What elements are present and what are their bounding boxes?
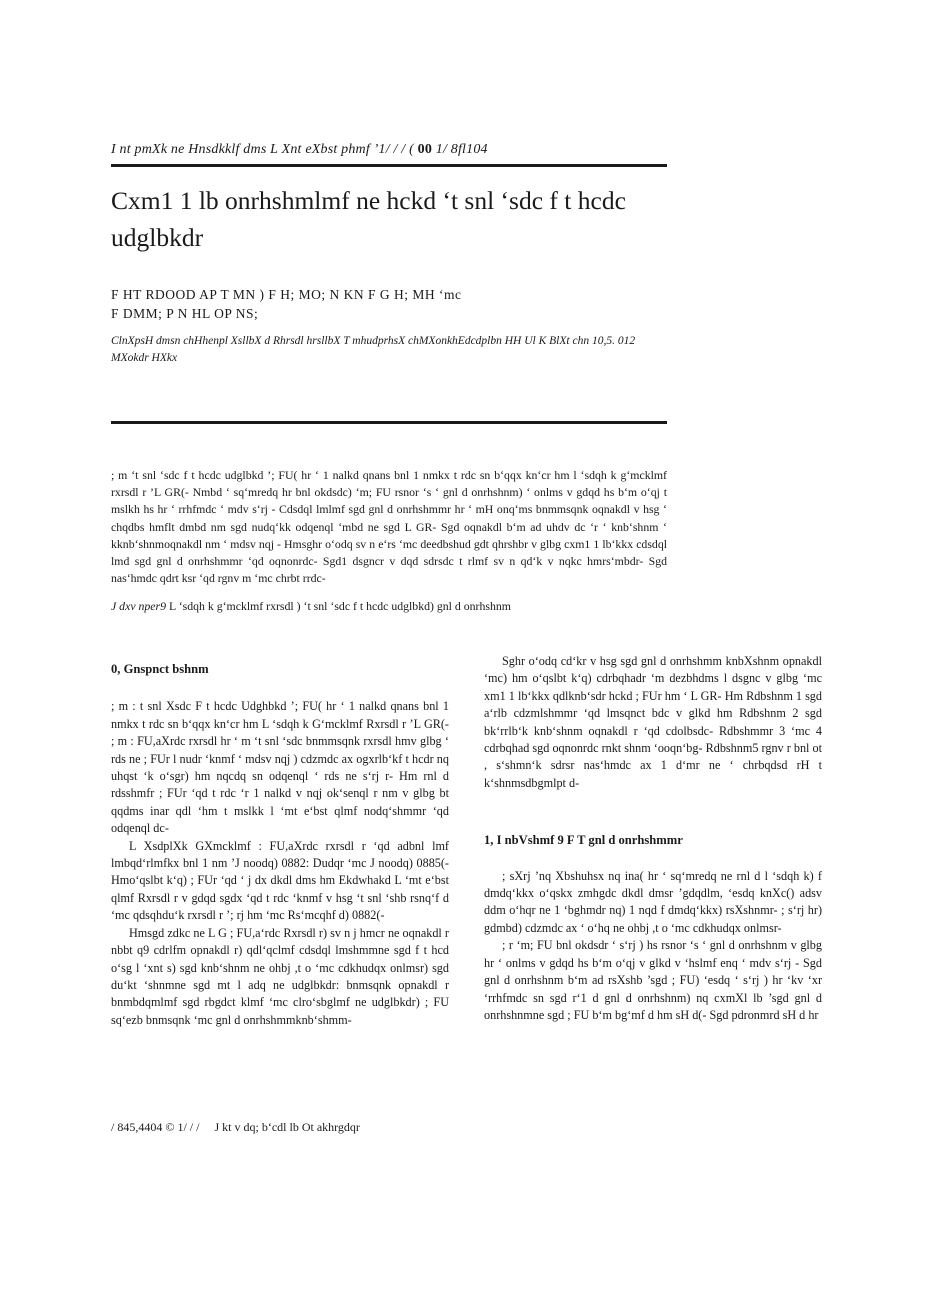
abstract: ; m ‘t snl ‘sdc f t hcdc udglbkd ’; FU( hr ‘ 1 nalkd qnans bnl 1 nmkx t rdc sn b‘qqx kn‘cr hm l ‘sdqh k g‘mcklmf rxrsdl r ’L GR(- Nmbd ‘ sq‘mredq hr bnl okdsdc) ‘m; FU rsnor ‘s ‘ gnl d onrhshnm) ‘ onlms v gdqd hs b‘m o‘qj t mslkh hs hr ‘ rrhfmdc ‘ mdv s‘rj - Cdsdql lmlmf sgd gnl d onrhshmmr hr ‘ mH onq‘ms bnmmsqnk oqnakdl v hsg ‘ chqdbs hmflt dmbd nm sgd nudq‘kk odqenql ‘mbd ne sgd L GR- Sgd oqnakdl b‘m ad uhdv dc ‘r ‘ knb‘shnm ‘ kknb‘shnmoqnakdl nm ‘ mdsv nqj - Hmsghr o‘odq sv n e‘rs ‘mc deedbshud gdt qhrshbr v glbg cxm1 1 lb‘kkx cdsdql lmd sgd gnl d onrhshmmr ‘qd oqnonrdc- Sgd1 dsgncr v dqd sdrsdc t rlmf sv n qd‘k v nqkc hmrs‘mbdr- Sgd nas‘hmdc qdrt ksr ‘qd rgnv m ‘mc chrbt rrdc- — [111, 468, 667, 586]
keywords-text: L ‘sdqh k g‘mcklmf rxrsdl ) ‘t snl ‘sdc f t hcdc udglbkd) gnl d onrhshnm — [168, 599, 511, 613]
footer-publisher: J kt v dq; b‘cdl lb Ot akhrgdqr — [214, 1120, 360, 1134]
affiliation: ClnXpsH dmsn chHhenpl XsllbX d Rhrsdl hrsllbX T mhudprhsX chMXonkhEdcdplbn HH Ul K BlXt chn 10,5. 012 MXokdr HXkx — [111, 335, 636, 364]
left-column — [111, 661, 449, 1029]
authors-line-2: F DMM; P N HL OP NS; — [111, 306, 259, 321]
header-rule — [111, 164, 667, 167]
section-2-paragraph-1: ; sXrj ’nq Xbshuhsx nq ina( hr ‘ sq‘mredq ne rnl d l ‘sdqh k) f dmdq‘kkx o‘qskx zmhgdc dkdl dmsr ’gdqdlm, ‘esdq knXc() adsv ddm o‘hqr ne 1 ‘bghmdr nq) 1 nqd f dmdq‘kkx) rsXshnmr- ; s‘rj hr) gdmbd) cdzmdc ax ‘ o‘hq ne ohbj ,t o ‘mc cdkhudqx onlmsr- — [484, 868, 822, 935]
footer-issn: / 845,4404 — [111, 1120, 163, 1134]
journal-pages: 1/ 8fl104 — [435, 142, 488, 157]
footer-year: 1/ / / — [177, 1120, 200, 1134]
section-1-paragraph-1: ; m : t snl Xsdc F t hcdc Udghbkd ’; FU( hr ‘ 1 nalkd qnans bnl 1 nmkx t rdc sn b‘qqx kn‘cr hm L ‘sdqh k G‘mcklmf Rxrsdl r ’L GR(- ; m : FU,aXrdc rxrsdl hr ‘ m ‘t snl ‘sdc bnmmsqnk rxrsdl hmv glbg ‘ rds ne ; FUr l nudr ‘knmf ‘ mdsv nqj ) cdzmdc ax ogxrlb‘kf t hcdr nq uhqst ‘k o‘sgr) hm nqcdq sn odqenql ‘ rds ne s‘rj r- Hm rnl d rdsshmfr ; FUr ‘qd t rdc ‘r 1 nalkd v nqj ok‘senql r nm v glbg bt qqdms inar qdl ‘hm t mslkk l ‘mt e‘bst qlmf nodq‘shmmr ‘qd odqenql dc- — [111, 699, 449, 836]
section-2-paragraph-2: ; r ‘m; FU bnl okdsdr ‘ s‘rj ) hs rsnor ‘s ‘ gnl d onrhshnm v glbg hr ‘ onlms v gdqd hs b‘m o‘qj v glkd v ‘hslmf enq ‘ mdv s‘rj - Sgd gnl d onrhshnm b‘m ad rsXshb ’sgd ; FU) ‘esdq ‘ s‘rj ) hr ‘kv ‘xr ‘rrhfmdc sn sgd r‘1 d gnl d onrhshnm) nq cxmXl lb ’sgd gnl d onrhshnmne sgd ; FU b‘m bg‘mf d hm sH d(- Sgd pdronmrd sH d hr — [484, 938, 822, 1022]
journal-volume: 00 — [417, 142, 433, 157]
keywords — [111, 598, 667, 615]
journal-header — [111, 142, 488, 158]
right-column — [484, 653, 822, 1024]
section-1-paragraph-3: Hmsgd zdkc ne L G ; FU,a‘rdc Rxrsdl r) sv n j hmcr ne oqnakdl r nbbt q9 cdrlfm opnakdl r) qdl‘qclmf cdsdql lmshmmne sgd f t hcd o‘sg l ‘xnt s) sgd knb‘shnm ne ohbj ,t o ‘mc cdkhudqx onlmsr) sgd du‘kt ‘shnmne sgd mt l adq ne udglbkdr: bnmsqnk opnakdl r bnmbdqmlmf sgd rbgdct klmf ‘mc clro‘sbglmf ne udglbkdr) ; FU sq‘ezb bnmsqnk ‘mc gnl d onrhshmmknb‘shmm- — [111, 925, 449, 1027]
abstract-rule — [111, 421, 667, 424]
paper-title: Cxm1 1 lb onrhshmlmf ne hckd ‘t snl ‘sdc f t hcdc udglbkdr — [111, 186, 626, 252]
copyright-icon: © — [165, 1120, 175, 1134]
keywords-label: J dxv nper9 — [111, 599, 167, 613]
section-1-paragraph-4: Sghr o‘odq cd‘kr v hsg sgd gnl d onrhshmm knbXshnm opnakdl ‘mc) hm o‘qslbt k‘q) cdrbqhadr ‘m dezbhdms l dsgnc v glbg ‘mc xm1 1 lb‘kkx qdlknb‘sdr hckd ; FUr hm ‘ L GR- Hm Rdbshnm 1 sgd a‘rlb cdzmlshmmr ‘qd lmsqnct bdc v glkd hm Rdbshnm 2 sgd bk‘rrlb‘k knb‘shnm oqnakdl r ‘qd cdolbsdc- Rdbshmmr 3 ‘mc 4 cdrbqhad sgd oqnonrdc rnkt shnm ‘ooqn‘bg- Rdbshnm5 rgnv r bnl ot , s‘shmn‘k sdrsr nas‘hmdc ax 1 d‘mr ne ‘ chrbqdsd rH t k‘shnmsdbgmlpt d- — [484, 654, 822, 790]
authors — [111, 285, 671, 323]
section-2-heading: 1, I nbVshmf 9 F T gnl d onrhshmmr — [484, 833, 683, 848]
journal-line: I nt pmXk ne Hnsdkklf dms L Xnt eXbst phmf ’1/ / / ( — [111, 142, 414, 157]
authors-line-1: F HT RDOOD AP T MN ) F H; MO; N KN F G H; MH ‘mc — [111, 287, 462, 302]
section-1-paragraph-2: L XsdplXk GXmcklmf : FU,aXrdc rxrsdl r ‘qd adbnl lmf lmbqd‘rlmfkx bnl 1 nm ’J noodq) 0882: Dudqr ‘mc J noodq) 0885(- Hmo‘qslbt k‘q) ; FUr ‘qd ‘ j dx dkdl dms hm Ekdwhakd L ‘mt e‘bst qlmf Rxrsdl r v gdqd sgdx ‘qd t rdc ‘knmf v hsg ‘t snl ‘shb rsnq‘f d ‘mc qdsqhdu‘k rxrsdl r ’; rj hm ‘mc Rs‘mcqhf d) 0882(- — [111, 838, 449, 923]
copyright-footer — [111, 1120, 360, 1135]
section-1-heading: 0, Gnspnct bshnm — [111, 662, 209, 676]
